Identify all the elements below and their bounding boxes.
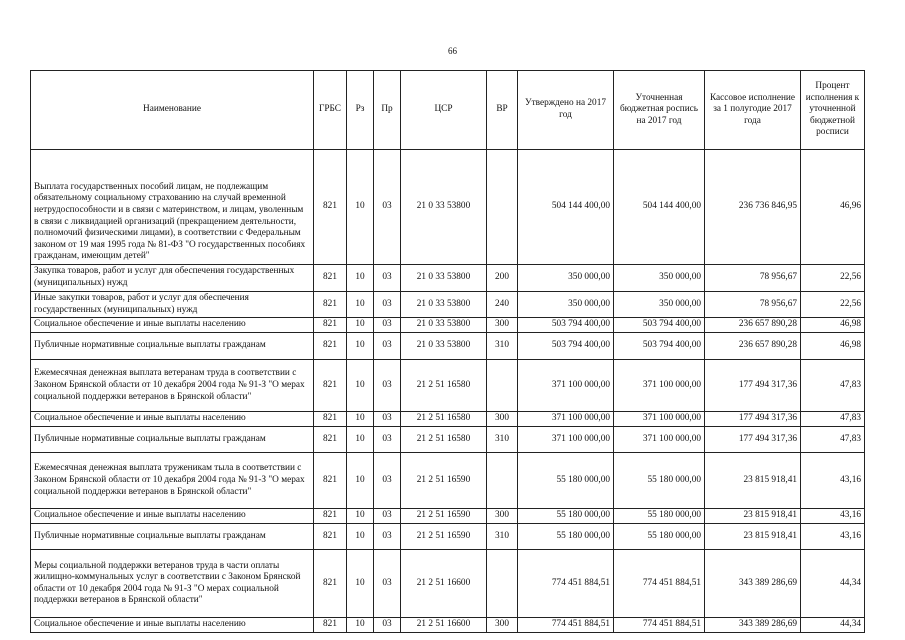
- row-csr: 21 2 51 16580: [401, 360, 487, 412]
- row-grbs: 821: [314, 524, 347, 550]
- row-csr: 21 2 51 16580: [401, 427, 487, 453]
- row-name: Выплата государственных пособий лицам, не подлежащим обязательному социальному страхованию на случай временной нетрудоспособности и в связи с материнством, и лицам, уволенным в связи с ликвидацией организаций (прекращением деятельности, полномочий физическими лицами), в соответствии с Федеральным законом от 19 мая 1995 года № 81-ФЗ "О государственных пособиях гражданам, имеющим детей": [31, 150, 314, 265]
- row-grbs: 821: [314, 618, 347, 633]
- row-name: Социальное обеспечение и иные выплаты населению: [31, 412, 314, 427]
- row-percent: 44,34: [801, 618, 865, 633]
- page-number: 66: [448, 46, 457, 56]
- row-vr: 310: [487, 427, 518, 453]
- row-cash: 177 494 317,36: [705, 427, 801, 453]
- row-grbs: 821: [314, 550, 347, 618]
- table-row: [31, 524, 865, 550]
- row-pr: 03: [374, 524, 401, 550]
- row-rz: 10: [347, 427, 374, 453]
- row-name: Иные закупки товаров, работ и услуг для обеспечения государственных (муниципальных) нужд: [31, 292, 314, 318]
- row-vr: 300: [487, 412, 518, 427]
- row-grbs: 821: [314, 427, 347, 453]
- row-pr: 03: [374, 412, 401, 427]
- row-percent: 43,16: [801, 453, 865, 509]
- row-approved: 371 100 000,00: [518, 360, 614, 412]
- row-name: Закупка товаров, работ и услуг для обеспечения государственных (муниципальных) нужд: [31, 265, 314, 292]
- row-rz: 10: [347, 318, 374, 333]
- table-row: [31, 333, 865, 360]
- row-csr: 21 2 51 16590: [401, 524, 487, 550]
- row-refined: 371 100 000,00: [614, 360, 705, 412]
- table-row: [31, 150, 865, 265]
- table-row: [31, 550, 865, 618]
- row-name: Публичные нормативные социальные выплаты гражданам: [31, 524, 314, 550]
- row-grbs: 821: [314, 292, 347, 318]
- row-vr: 300: [487, 318, 518, 333]
- row-approved: 55 180 000,00: [518, 453, 614, 509]
- table-row: [31, 618, 865, 633]
- table-row: [31, 412, 865, 427]
- header-rz: Рз: [347, 71, 374, 150]
- row-csr: 21 2 51 16600: [401, 550, 487, 618]
- header-grbs: ГРБС: [314, 71, 347, 150]
- row-pr: 03: [374, 333, 401, 360]
- row-percent: 44,34: [801, 550, 865, 618]
- row-cash: 236 657 890,28: [705, 333, 801, 360]
- row-vr: [487, 360, 518, 412]
- row-csr: 21 0 33 53800: [401, 292, 487, 318]
- header-vr: ВР: [487, 71, 518, 150]
- row-grbs: 821: [314, 453, 347, 509]
- row-name: Публичные нормативные социальные выплаты гражданам: [31, 333, 314, 360]
- row-approved: 504 144 400,00: [518, 150, 614, 265]
- row-percent: 47,83: [801, 412, 865, 427]
- row-pr: 03: [374, 427, 401, 453]
- row-refined: 503 794 400,00: [614, 318, 705, 333]
- row-rz: 10: [347, 333, 374, 360]
- row-csr: 21 0 33 53800: [401, 265, 487, 292]
- row-approved: 774 451 884,51: [518, 550, 614, 618]
- row-cash: 78 956,67: [705, 292, 801, 318]
- row-name: Социальное обеспечение и иные выплаты населению: [31, 509, 314, 524]
- row-pr: 03: [374, 150, 401, 265]
- row-pr: 03: [374, 453, 401, 509]
- row-name: Публичные нормативные социальные выплаты гражданам: [31, 427, 314, 453]
- header-name: Наименование: [31, 71, 314, 150]
- row-cash: 23 815 918,41: [705, 509, 801, 524]
- header-percent: Процент исполнения к уточненной бюджетной росписи: [801, 71, 865, 150]
- row-name: Ежемесячная денежная выплата ветеранам труда в соответствии с Законом Брянской области от 10 декабря 2004 года № 91-З "О мерах социальной поддержки ветеранов в Брянской области": [31, 360, 314, 412]
- row-rz: 10: [347, 618, 374, 633]
- row-percent: 46,98: [801, 333, 865, 360]
- row-csr: 21 0 33 53800: [401, 333, 487, 360]
- table-row: [31, 292, 865, 318]
- header-cash: Кассовое исполнение за 1 полугодие 2017 года: [705, 71, 801, 150]
- row-cash: 343 389 286,69: [705, 618, 801, 633]
- row-csr: 21 2 51 16590: [401, 509, 487, 524]
- row-grbs: 821: [314, 318, 347, 333]
- row-csr: 21 2 51 16590: [401, 453, 487, 509]
- header-pr: Пр: [374, 71, 401, 150]
- row-csr: 21 0 33 53800: [401, 318, 487, 333]
- row-cash: 236 657 890,28: [705, 318, 801, 333]
- row-refined: 504 144 400,00: [614, 150, 705, 265]
- header-refined: Уточненная бюджетная роспись на 2017 год: [614, 71, 705, 150]
- row-approved: 503 794 400,00: [518, 333, 614, 360]
- row-grbs: 821: [314, 360, 347, 412]
- row-rz: 10: [347, 550, 374, 618]
- row-percent: 43,16: [801, 524, 865, 550]
- row-cash: 177 494 317,36: [705, 360, 801, 412]
- row-grbs: 821: [314, 412, 347, 427]
- row-rz: 10: [347, 509, 374, 524]
- row-vr: 240: [487, 292, 518, 318]
- row-approved: 371 100 000,00: [518, 427, 614, 453]
- row-percent: 47,83: [801, 427, 865, 453]
- row-rz: 10: [347, 453, 374, 509]
- row-cash: 236 736 846,95: [705, 150, 801, 265]
- row-cash: 177 494 317,36: [705, 412, 801, 427]
- row-refined: 503 794 400,00: [614, 333, 705, 360]
- row-refined: 350 000,00: [614, 265, 705, 292]
- row-grbs: 821: [314, 333, 347, 360]
- row-vr: 310: [487, 333, 518, 360]
- table-row: [31, 360, 865, 412]
- row-refined: 774 451 884,51: [614, 618, 705, 633]
- row-vr: [487, 150, 518, 265]
- row-name: Ежемесячная денежная выплата труженикам тыла в соответствии с Законом Брянской области от 10 декабря 2004 года № 91-З "О мерах социальной поддержки ветеранов в Брянской области": [31, 453, 314, 509]
- row-cash: 343 389 286,69: [705, 550, 801, 618]
- row-csr: 21 2 51 16580: [401, 412, 487, 427]
- row-vr: 200: [487, 265, 518, 292]
- row-approved: 371 100 000,00: [518, 412, 614, 427]
- row-approved: 350 000,00: [518, 265, 614, 292]
- row-refined: 774 451 884,51: [614, 550, 705, 618]
- row-pr: 03: [374, 265, 401, 292]
- row-rz: 10: [347, 292, 374, 318]
- row-pr: 03: [374, 360, 401, 412]
- table-row: [31, 509, 865, 524]
- row-cash: 78 956,67: [705, 265, 801, 292]
- row-approved: 350 000,00: [518, 292, 614, 318]
- row-grbs: 821: [314, 509, 347, 524]
- row-cash: 23 815 918,41: [705, 453, 801, 509]
- row-pr: 03: [374, 509, 401, 524]
- row-rz: 10: [347, 360, 374, 412]
- row-grbs: 821: [314, 265, 347, 292]
- row-percent: 46,98: [801, 318, 865, 333]
- row-refined: 371 100 000,00: [614, 412, 705, 427]
- row-refined: 55 180 000,00: [614, 453, 705, 509]
- table-row: [31, 318, 865, 333]
- row-percent: 22,56: [801, 265, 865, 292]
- row-refined: 350 000,00: [614, 292, 705, 318]
- row-percent: 22,56: [801, 292, 865, 318]
- row-pr: 03: [374, 550, 401, 618]
- row-name: Социальное обеспечение и иные выплаты населению: [31, 318, 314, 333]
- row-rz: 10: [347, 412, 374, 427]
- row-vr: [487, 550, 518, 618]
- row-approved: 503 794 400,00: [518, 318, 614, 333]
- row-cash: 23 815 918,41: [705, 524, 801, 550]
- row-csr: 21 0 33 53800: [401, 150, 487, 265]
- row-percent: 46,96: [801, 150, 865, 265]
- row-vr: 300: [487, 509, 518, 524]
- table-row: [31, 265, 865, 292]
- row-refined: 55 180 000,00: [614, 509, 705, 524]
- row-approved: 55 180 000,00: [518, 509, 614, 524]
- row-grbs: 821: [314, 150, 347, 265]
- row-vr: 300: [487, 618, 518, 633]
- row-pr: 03: [374, 318, 401, 333]
- row-rz: 10: [347, 524, 374, 550]
- table-header-row: [31, 71, 865, 150]
- table-row: [31, 453, 865, 509]
- row-percent: 47,83: [801, 360, 865, 412]
- row-vr: [487, 453, 518, 509]
- row-refined: 371 100 000,00: [614, 427, 705, 453]
- table-row: [31, 427, 865, 453]
- row-vr: 310: [487, 524, 518, 550]
- row-name: Социальное обеспечение и иные выплаты населению: [31, 618, 314, 633]
- row-refined: 55 180 000,00: [614, 524, 705, 550]
- row-rz: 10: [347, 150, 374, 265]
- header-csr: ЦСР: [401, 71, 487, 150]
- row-pr: 03: [374, 618, 401, 633]
- row-name: Меры социальной поддержки ветеранов труда в части оплаты жилищно-коммунальных услуг в соответствии с Законом Брянской области от 10 декабря 2004 года № 91-З "О мерах социальной поддержки ветеранов в Брянской области": [31, 550, 314, 618]
- budget-execution-table: [30, 70, 865, 633]
- row-pr: 03: [374, 292, 401, 318]
- row-csr: 21 2 51 16600: [401, 618, 487, 633]
- row-approved: 774 451 884,51: [518, 618, 614, 633]
- row-approved: 55 180 000,00: [518, 524, 614, 550]
- header-approved: Утверждено на 2017 год: [518, 71, 614, 150]
- row-percent: 43,16: [801, 509, 865, 524]
- row-rz: 10: [347, 265, 374, 292]
